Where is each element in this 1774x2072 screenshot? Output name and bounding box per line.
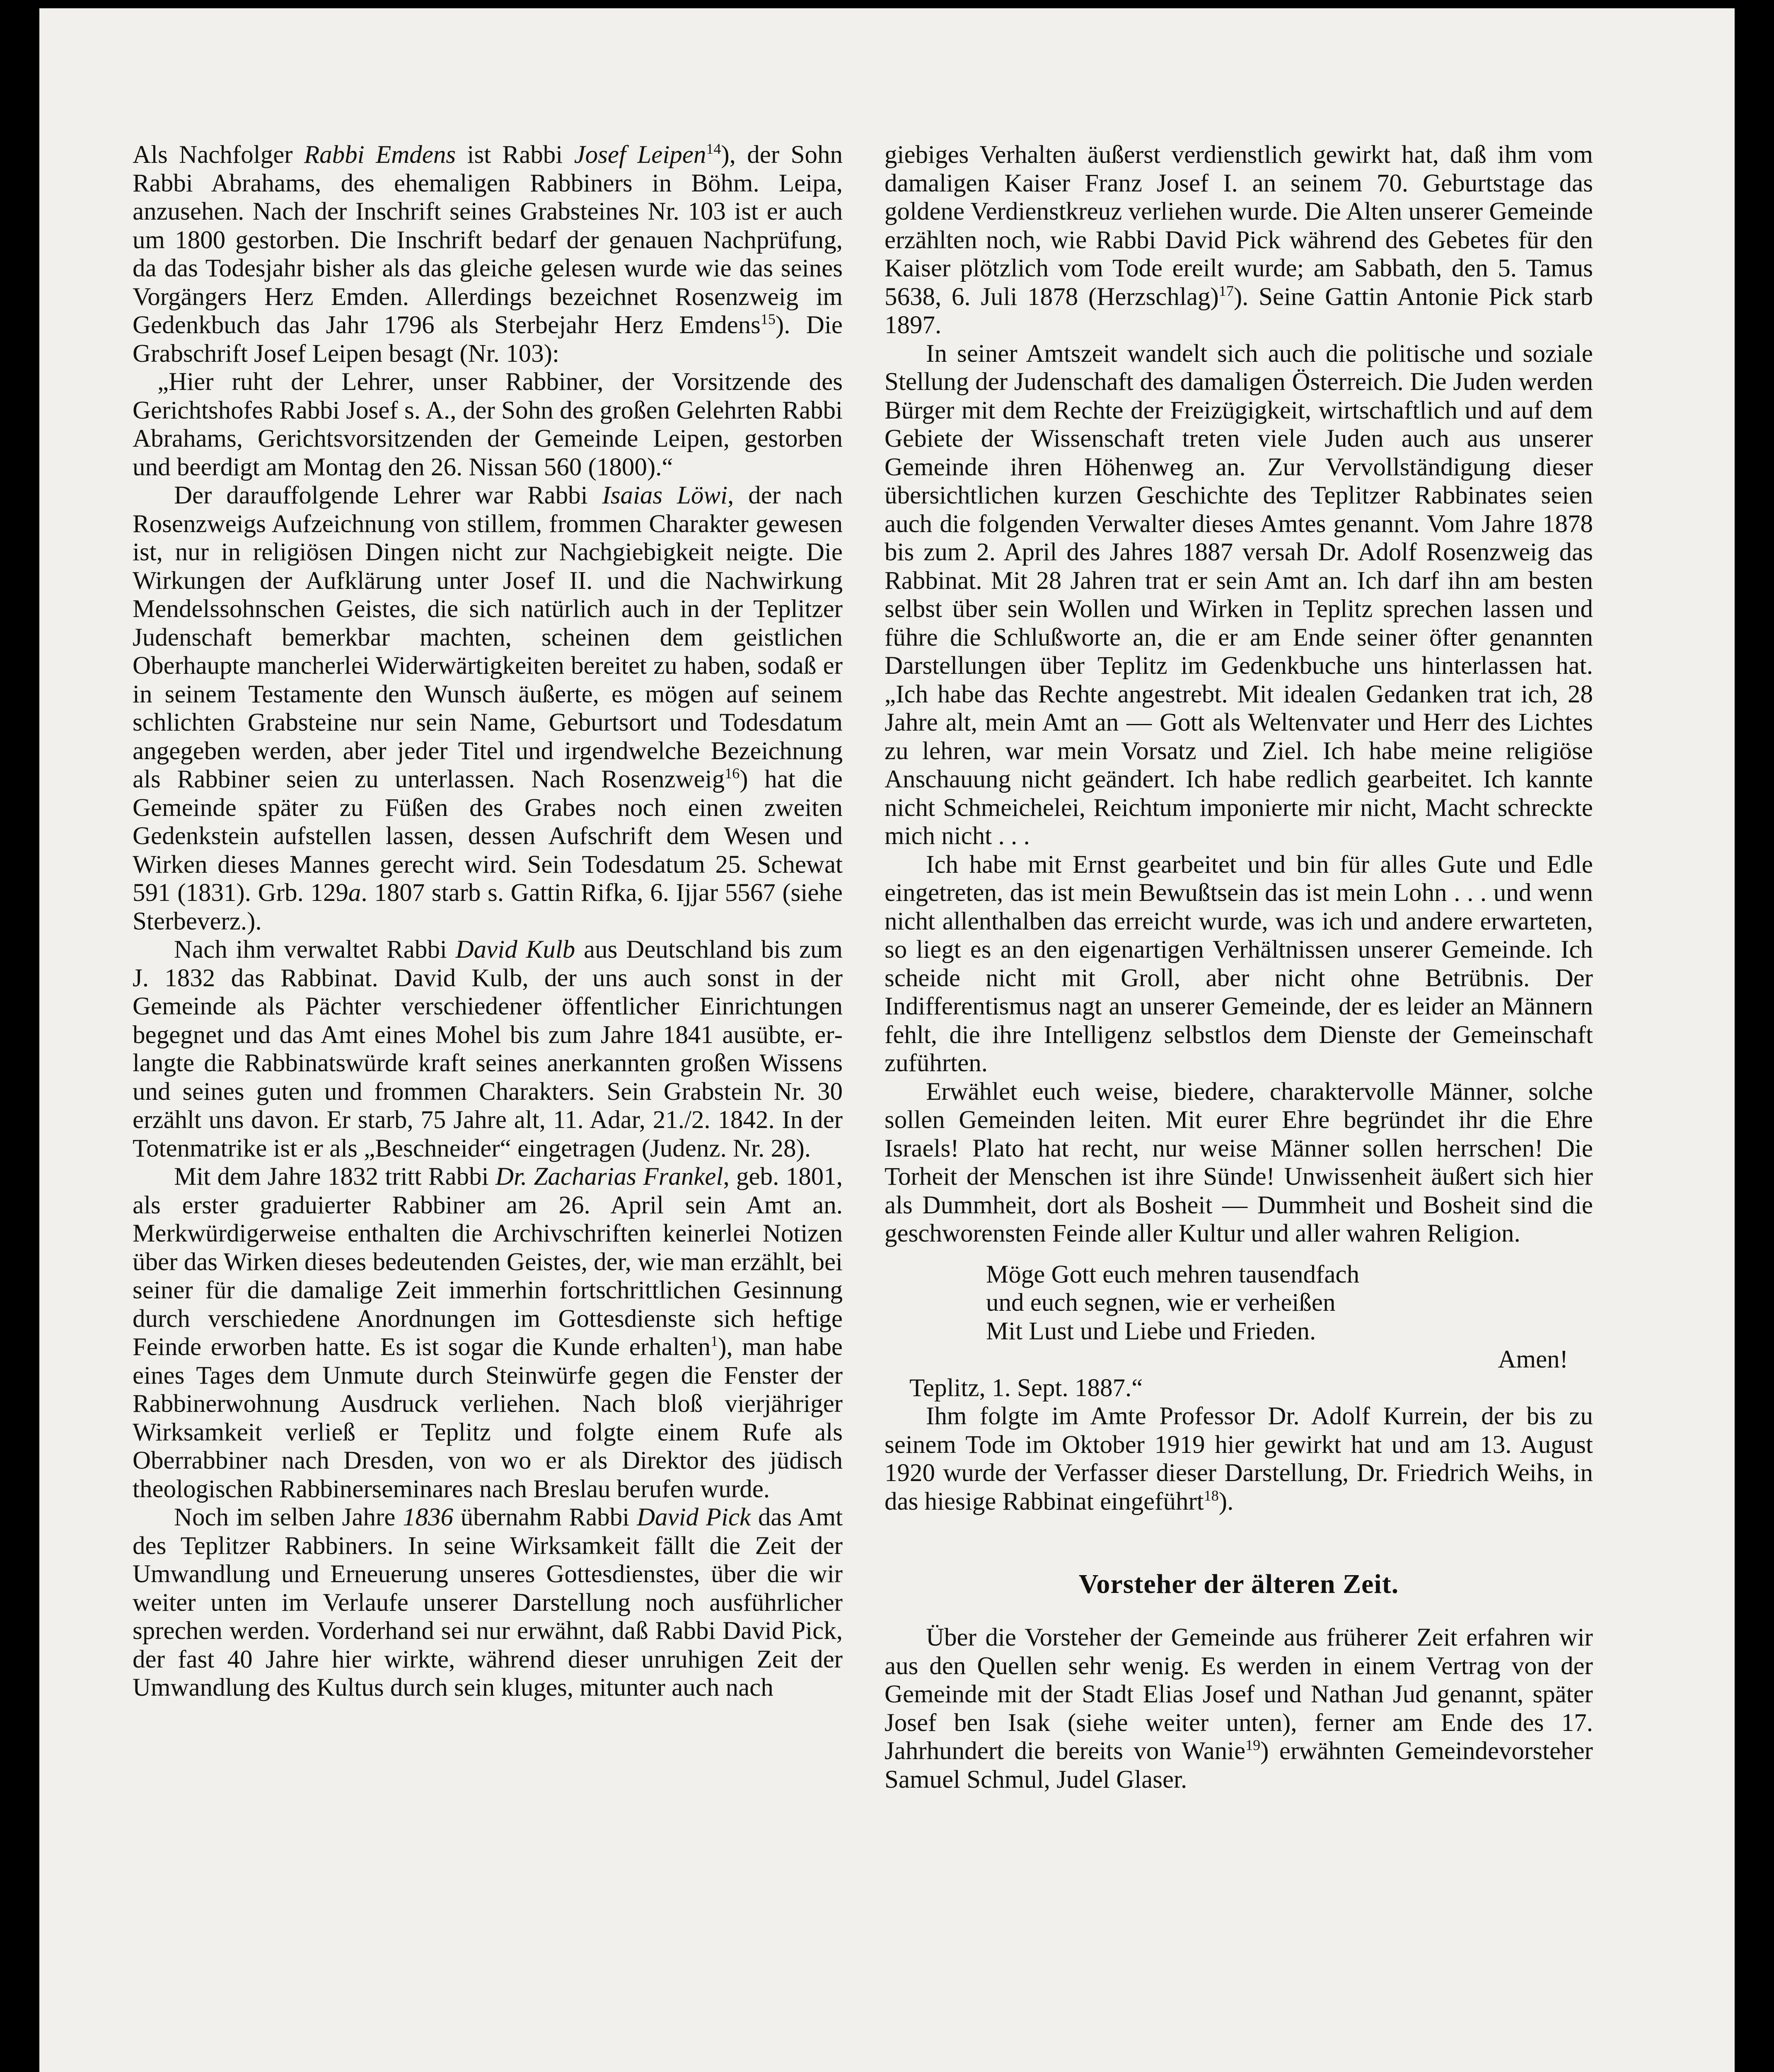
paragraph-david-pick-continued: giebiges Verhalten äußerst verdienstlich gewirkt hat, daß ihm vom damaligen Kaiser Franz Josef I. an seinem 70. Geburtstage das goldene Verdienstkreuz verliehen wurde. Die Alten unserer Gemeinde erzählten noch, wie Rabbi David Pick während des Gebetes für den Kaiser plötzlich vom Tode ereilt wurde; am Sabbath, den 5. Tamus 5638, 6. Juli 1878 (Herzschlag)$^{17}$). Seine Gattin Antonie Pick starb 1897. xyxy=(885,141,1593,339)
blessing-poem xyxy=(885,1261,1593,1374)
paragraph-kurrein: Ihm folgte im Amte Professor Dr. Adolf Kurrein, der bis zu seinem Tode im Oktober 1919 hier gewirkt hat und am 13. August 1920 wurde der Verfasser dieser Darstellung, Dr. Friedrich Weihs, in das hiesige Rabbinat eingeführt$^{18}$). xyxy=(885,1402,1593,1515)
name-david-pick: David Pick xyxy=(636,1503,751,1531)
poem-line: Mit Lust und Liebe und Frieden. xyxy=(986,1317,1316,1345)
paragraph-rosenzweig: In seiner Amtszeit wandelt sich auch die politische und soziale Stellung der Judenschaft des damaligen Österreich. Die Juden werden Bürger mit dem Rechte der Freizügigkeit, wirtschaftlich und auf dem Gebiete der Wissenschaft treten viele Juden auch aus unserer Gemeinde ihren Höhenweg an. Zur Vervollständigung dieser übersichtlichen kurzen Geschichte des Teplitzer Rabbinates seien auch die folgenden Verwalter dieses Amtes genannt. Vom Jahre 1878 bis zum 2. April des Jahres 1887 versah Dr. Adolf Rosenzweig das Rabbinat. Mit 28 Jahren trat er sein Amt an. Ich darf ihn am besten selbst über sein Wollen und Wirken in Teplitz sprechen lassen und führe die Schlußworte an, die er am Ende seiner öfter genannten Darstellungen über Teplitz im Gedenkbuche uns hinterlassen hat. „Ich habe das Rechte angestrebt. Mit idealen Gedanken trat ich, 28 Jahre alt, mein Amt an — Gott als Weltenvater und Herr des Lichtes zu lehren, war mein Vorsatz und Ziel. Ich habe meine religiöse Anschauung nicht geändert. Ich habe redlich gearbeitet. Ich kannte nicht Schmeichelei, Reichtum imponierte mir nicht, Macht schreckte mich nicht . . . xyxy=(885,339,1593,850)
footnote-ref: 17 xyxy=(1218,282,1234,299)
footnote-ref: 14 xyxy=(706,140,721,157)
section-spacer xyxy=(885,1516,1593,1570)
paragraph-rosenzweig-quote-3: Erwählet euch weise, biedere, charaktervolle Männer, solche sollen Gemeinden leiten. Mit eurer Ehre begründet ihr die Ehre Israels! Plato hat recht, nur weise Männer sollen herrschen! Die Torheit der Menschen ist ihre Sünde! Unwissenheit äußert sich hier als Dummheit, dort als Bosheit — Dummheit und Bosheit sind die geschworensten Feinde aller Kultur und aller wahren Religion. xyxy=(885,1077,1593,1247)
document-page xyxy=(39,8,1735,2072)
paragraph-zacharias-frankel: Mit dem Jahre 1832 tritt Rabbi Dr. Zacharias Frankel, geb. 1801, als erster graduierter Rabbiner am 26. April sein Amt an. Merkwürdigerweise enthalten die Archivschriften keinerlei Notizen über das Wirken dieses bedeutenden Geistes, der, wie man erzählt, bei seiner für die damalige Zeit immerhin fortschrittlichen Gesinnung durch verschiedene Anordnungen im Gottesdienste sich heftige Feinde erworben hatte. Es ist sogar die Kunde erhalten$^1$), man habe eines Tages dem Unmute durch Steinwürfe gegen die Fenster der Rabbinerwohnung Ausdruck verliehen. Nach bloß vierjähriger Wirksamkeit verließ er Teplitz und folgte einem Rufe als Oberrabbiner nach Dresden, von wo er als Direktor des jüdisch theologischen Rabbinerseminares nach Breslau berufen wurde. xyxy=(133,1163,843,1503)
section-heading: Vorsteher der älteren Zeit. xyxy=(1078,1569,1399,1599)
footnote-ref: 16 xyxy=(725,765,740,782)
footnote-ref: 19 xyxy=(1245,1737,1261,1753)
name-isaias-loewi: Isaias Löwi xyxy=(602,482,728,509)
paragraph-vorsteher: Über die Vorsteher der Gemeinde aus früherer Zeit erfahren wir aus den Quellen sehr wenig. Es werden in einem Vertrag von der Gemeinde mit der Stadt Elias Josef und Nathan Jud genannt, später Josef ben Isak (siehe weiter unten), ferner am Ende des 17. Jahrhundert die bereits von Wanie$^{19}$) erwähnten Gemeindevorsteher Samuel Schmul, Judel Glaser. xyxy=(885,1624,1593,1794)
poem-line: Möge Gott euch mehren tausendfach xyxy=(986,1260,1360,1288)
paragraph-josef-leipen: Als Nachfolger Rabbi Emdens ist Rabbi Josef Leipen$^{14}$), der Sohn Rabbi Abrahams, des ehemaligen Rabbiners in Böhm. Leipa, anzusehen. Nach der Inschrift seines Grabsteines Nr. 103 ist er auch um 1800 gestorben. Die Inschrift bedarf der genauen Nachprüfung, da das Todesjahr bisher als das gleiche gelesen wurde wie das seines Vorgängers Herz Emden. Allerdings bezeichnet Rosenzweig im Gedenkbuch das Jahr 1796 als Sterbejahr Herz Emdens$^{15}$). Die Grabschrift Josef Leipen besagt (Nr. 103): xyxy=(133,140,843,368)
name-rabbi-emdens: Rabbi Emdens xyxy=(304,141,456,169)
footnote-ref: 18 xyxy=(1204,1487,1219,1504)
name-josef-leipen: Josef Leipen xyxy=(574,141,706,169)
paragraph-rosenzweig-quote-2: Ich habe mit Ernst gearbeitet und bin für alles Gute und Edle eingetreten, das ist mein Bewußtsein das ist mein Lohn . . . und wenn nicht allenthalben das erreicht wurde, was ich und andere erwarteten, so liegt es an den eigenartigen Verhältnissen unserer Gemeinde. Ich scheide nicht mit Groll, aber nicht ohne Betrübnis. Der Indifferentismus nagt an unserer Gemeinde, der es leider an Männern fehlt, die ihre Intelligenz selbstlos dem Dienste der Gemeinschaft zuführten. xyxy=(885,850,1593,1077)
poem-amen: Amen! xyxy=(1498,1346,1568,1373)
paragraph-david-pick: Noch im selben Jahre 1836 übernahm Rabbi David Pick das Amt des Teplitzer Rabbiners. In seine Wirksamkeit fällt die Zeit der Umwandlung und Erneuerung unseres Gottesdienstes, über die wir weiter unten im Verlaufe unserer Darstellung noch ausführlicher sprechen werden. Vorderhand sei nur erwähnt, daß Rabbi David Pick, der fast 40 Jahre hier wirkte, während dieser unruhigen Zeit der Umwandlung des Kultus durch sein kluges, mitunter auch nach xyxy=(133,1503,843,1702)
right-column xyxy=(885,141,1593,1794)
dateline: Teplitz, 1. Sept. 1887.“ xyxy=(909,1374,1143,1402)
name-zacharias-frankel: Dr. Zacharias Frankel xyxy=(495,1163,723,1191)
name-david-kulb: David Kulb xyxy=(455,936,575,963)
paragraph-david-kulb: Nach ihm verwaltet Rabbi David Kulb aus Deutschland bis zum J. 1832 das Rabbinat. David Kulb, der uns auch sonst in der Gemeinde als Pächter verschiedener öffentlicher Einrichtungen begegnet und das Amt eines Mohel bis zum Jahre 1841 ausübte, erlangte die Rabbinatswürde kraft seines anerkannten großen Wissens und seines guten und frommen Charakters. Sein Grabstein Nr. 30 erzählt uns davon. Er starb, 75 Jahre alt, 11. Adar, 21./2. 1842. In der Totenmatrike ist er als „Beschneider“ eingetragen (Judenz. Nr. 28). xyxy=(133,936,843,1162)
footnote-ref: 1 xyxy=(711,1333,718,1349)
left-column xyxy=(133,141,843,1702)
paragraph-isaias-loewi: Der darauffolgende Lehrer war Rabbi Isaias Löwi, der nach Rosenzweigs Aufzeichnung von stillem, frommen Charakter gewesen ist, nur in religiösen Dingen nicht zur Nachgiebigkeit neigte. Die Wirkungen der Aufklärung unter Josef II. und die Nachwirkung Mendelssohnschen Geistes, die sich natürlich auch in der Teplitzer Judenschaft bemerkbar machten, scheinen dem geistlichen Oberhaupte mancherlei Widerwärtigkeiten bereitet zu haben, sodaß er in seinem Testamente den Wunsch äußerte, es mögen auf seinem schlichten Grabsteine nur sein Name, Geburtsort und Todesdatum angegeben werden, aber jeder Titel und irgendwelche Bezeichnung als Rabbiner seien zu unterlassen. Nach Rosenzweig$^{16}$) hat die Gemeinde später zu Füßen des Grabes noch einen zweiten Gedenkstein aufstellen lassen, dessen Aufschrift dem Wesen und Wirken dieses Mannes gerecht wird. Sein Todesdatum 25. Schewat 591 (1831). Grb. 129a. 1807 starb s. Gattin Rifka, 6. Ijjar 5567 (siehe Sterbeverz.). xyxy=(133,482,843,935)
quote-grabschrift: „Hier ruht der Lehrer, unser Rabbiner, der Vorsitzende des Gerichtshofes Rabbi Josef s. A., der Sohn des großen Gelehrten Rabbi Abrahams, Gerichtsvorsitzenden der Gemeinde Leipen, gestorben und beerdigt am Montag den 26. Nissan 560 (1800).“ xyxy=(133,368,843,481)
poem-line: und euch segnen, wie er verheißen xyxy=(986,1289,1336,1317)
year-1836: 1836 xyxy=(403,1503,454,1531)
footnote-ref: 15 xyxy=(760,311,776,327)
